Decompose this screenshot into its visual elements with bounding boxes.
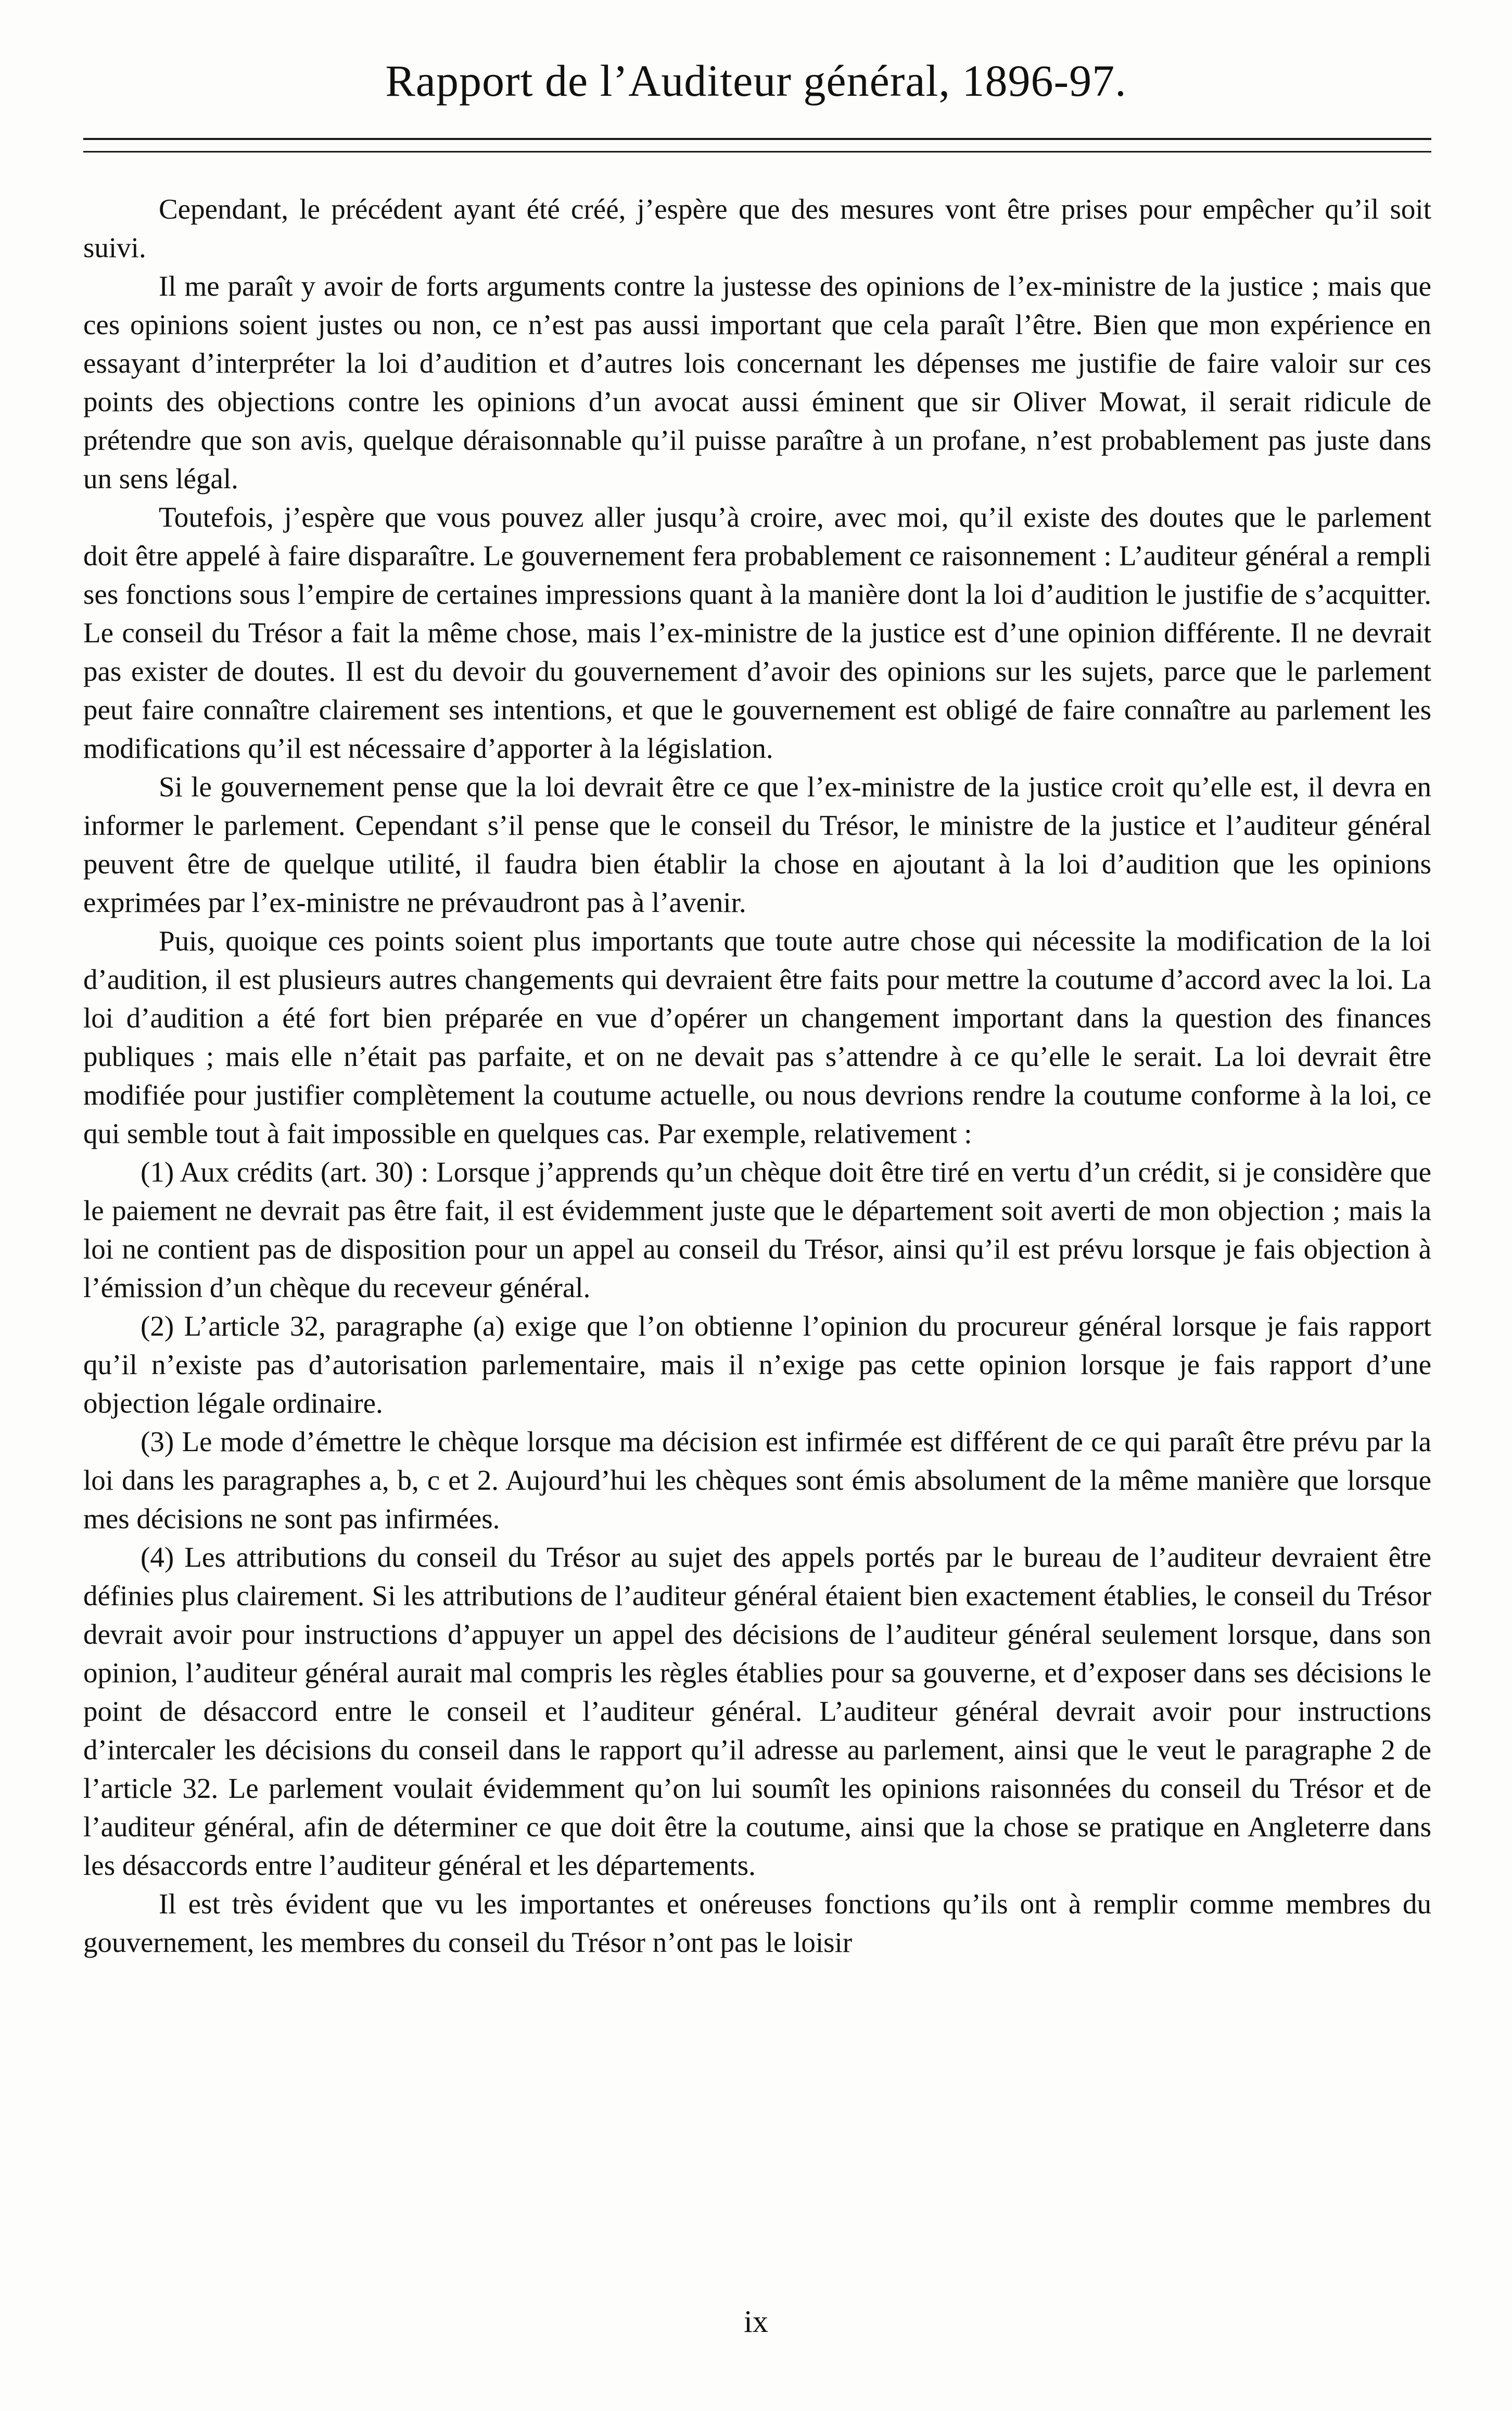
page-number: ix — [744, 2304, 768, 2339]
paragraph: Puis, quoique ces points soient plus importants que toute autre chose qui nécessite la modification de la loi d’audition, il est plusieurs autres changements qui devraient être faits pour mettre la coutume d’accord avec la loi. La loi d’audition a été fort bien préparée en vue d’opérer un changement important dans la question des finances publiques ; mais elle n’était pas parfaite, et on ne devait pas s’attendre à ce qu’elle le serait. La loi devrait être modifiée pour justifier complètement la coutume actuelle, ou nous devrions rendre la coutume conforme à la loi, ce qui semble tout à fait impossible en quelques cas. Par exemple, relativement : — [83, 925, 1431, 1149]
paragraph: Toutefois, j’espère que vous pouvez aller jusqu’à croire, avec moi, qu’il existe des doutes que le parlement doit être appelé à faire disparaître. Le gouvernement fera probablement ce raisonnement : L’auditeur général a rempli ses fonctions sous l’empire de certaines impressions quant à la manière dont la loi d’audition le justifie de s’acquitter. Le conseil du Trésor a fait la même chose, mais l’ex-ministre de la justice est d’une opinion différente. Il ne devrait pas exister de doutes. Il est du devoir du gouvernement d’avoir des opinions sur les sujets, parce que le parlement peut faire connaître clairement ses intentions, et que le gouvernement est obligé de faire connaître au parlement les modifications qu’il est nécessaire d’apporter à la législation. — [83, 501, 1431, 764]
paragraph: Si le gouvernement pense que la loi devrait être ce que l’ex-ministre de la justice croit qu’elle est, il devra en informer le parlement. Cependant s’il pense que le conseil du Trésor, le ministre de la justice et l’auditeur général peuvent être de quelque utilité, il faudra bien établir la chose en ajoutant à la loi d’audition que les opinions exprimées par l’ex-ministre ne prévaudront pas à l’avenir. — [83, 771, 1431, 918]
list-item: (4) Les attributions du conseil du Trésor au sujet des appels portés par le bureau de l’auditeur devraient être définies plus clairement. Si les attributions de l’auditeur général étaient bien exactement établies, le conseil du Trésor devrait avoir pour instructions d’appuyer un appel des décisions de l’auditeur général seulement lorsque, dans son opinion, l’auditeur général aurait mal compris les règles établies pour sa gouverne, et d’exposer dans ses décisions le point de désaccord entre le conseil et l’auditeur général. L’auditeur général devrait avoir pour instructions d’intercaler les décisions du conseil dans le rapport qu’il adresse au parlement, ainsi que le veut le paragraphe 2 de l’article 32. Le parlement voulait évidemment qu’on lui soumît les opinions raisonnées du conseil du Trésor et de l’auditeur général, afin de déterminer ce que doit être la coutume, ainsi que la chose se pratique en Angleterre dans les désaccords entre l’auditeur général et les départements. — [83, 1541, 1431, 1881]
list-item: (1) Aux crédits (art. 30) : Lorsque j’apprends qu’un chèque doit être tiré en vertu d’un crédit, si je considère que le paiement ne devrait pas être fait, il est évidemment juste que le département soit averti de mon objection ; mais la loi ne contient pas de disposition pour un appel au conseil du Trésor, ainsi qu’il est prévu lorsque je fais objection à l’émission d’un chèque du receveur général. — [83, 1156, 1431, 1303]
body-text — [83, 190, 1431, 1962]
paragraph: Il me paraît y avoir de forts arguments contre la justesse des opinions de l’ex-ministre de la justice ; mais que ces opinions soient justes ou non, ce n’est pas aussi important que cela paraît l’être. Bien que mon expérience en essayant d’interpréter la loi d’audition et d’autres lois concernant les dépenses me justifie de faire valoir sur ces points des objections contre les opinions d’un avocat aussi éminent que sir Oliver Mowat, il serait ridicule de prétendre que son avis, quelque déraisonnable qu’il puisse paraître à un profane, n’est probablement pas juste dans un sens légal. — [83, 270, 1431, 494]
list-item: (3) Le mode d’émettre le chèque lorsque ma décision est infirmée est différent de ce qui paraît être prévu par la loi dans les paragraphes a, b, c et 2. Aujourd’hui les chèques sont émis absolument de la même manière que lorsque mes décisions ne sont pas infirmées. — [83, 1426, 1431, 1534]
paragraph: Il est très évident que vu les importantes et onéreuses fonctions qu’ils ont à remplir comme membres du gouvernement, les membres du conseil du Trésor n’ont pas le loisir — [83, 1888, 1431, 1958]
running-header: Rapport de l’Auditeur général, 1896-97. — [385, 56, 1127, 106]
header-rule-bottom — [83, 151, 1431, 153]
paragraph: Cependant, le précédent ayant été créé, j’espère que des mesures vont être prises pour empêcher qu’il soit suivi. — [83, 193, 1431, 263]
list-item: (2) L’article 32, paragraphe (a) exige que l’on obtienne l’opinion du procureur général lorsque je fais rapport qu’il n’existe pas d’autorisation parlementaire, mais il n’exige pas cette opinion lorsque je fais rapport d’une objection légale ordinaire. — [83, 1310, 1431, 1419]
header-rule-top — [83, 138, 1431, 140]
